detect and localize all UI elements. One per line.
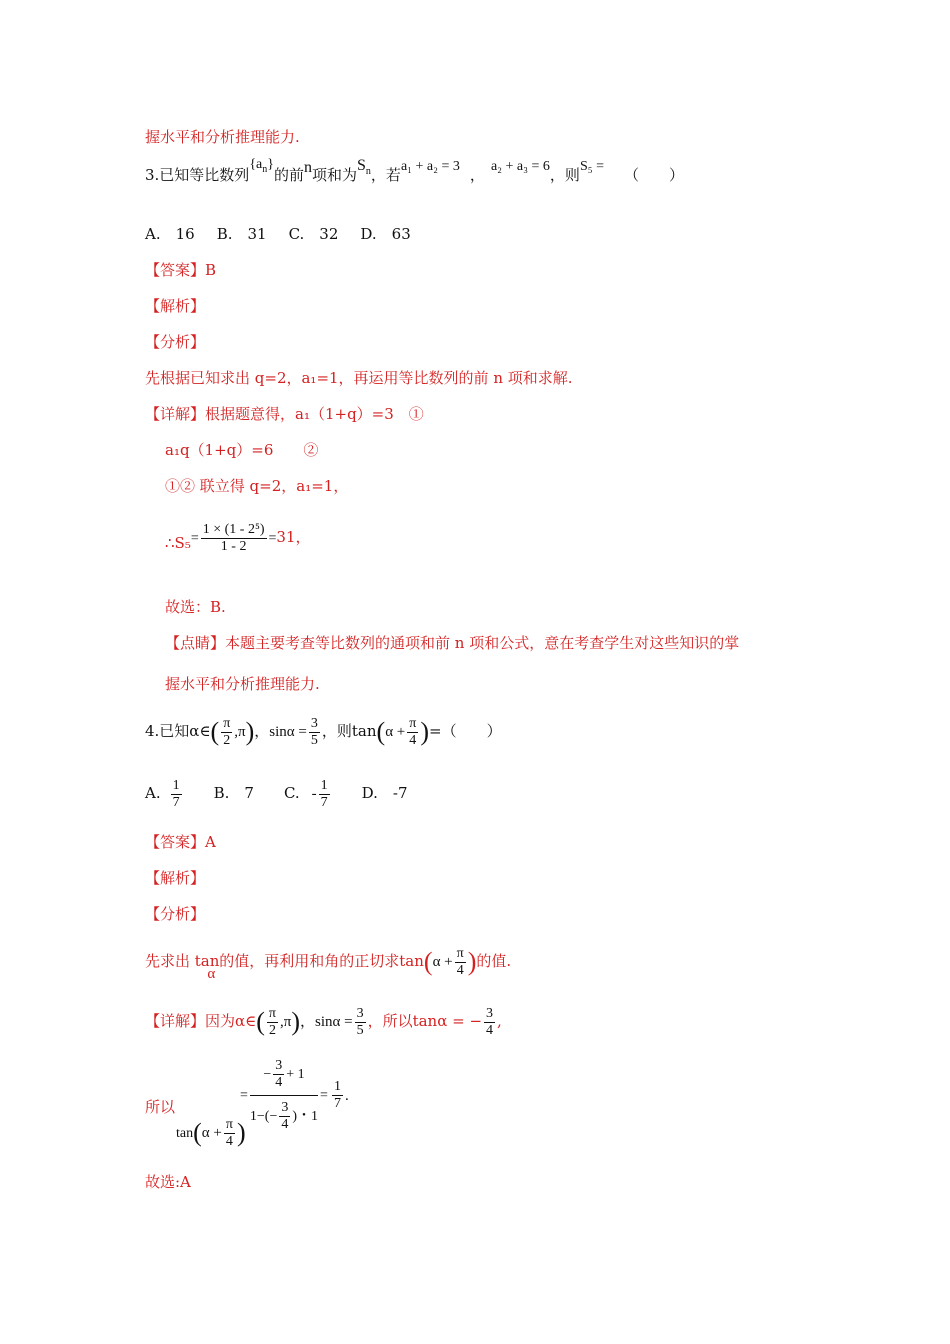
q4-option-c-frac: $\frac{1}{7}$ [320, 777, 328, 810]
q3-prefix: 3.已知等比数列 [145, 166, 250, 184]
q3-n: n [304, 159, 312, 176]
q3-sn: $S_n$ [357, 157, 371, 177]
q4-jiexi: 【解析】 [145, 869, 206, 887]
q3-jiexi: 【解析】 [145, 297, 206, 315]
q3-option-c: C. 32 [288, 225, 339, 243]
q3-mid4: ，则 [549, 166, 580, 184]
q4-result-frac: $\frac{1}{7}$ [333, 1079, 341, 1111]
q4-option-b: B. 7 [213, 784, 254, 802]
q4-sin-label: ，sinα = [254, 724, 307, 740]
q4-choose: 故选:A [145, 1173, 191, 1191]
q4-then: ，则tan [321, 722, 377, 740]
q4-tan-inner: α + [385, 724, 406, 740]
q3-mid3: ，若 [370, 166, 401, 184]
q4-tan-frac: $\frac{\pi}{4}$ [409, 715, 417, 748]
q4-analysis-alpha: α [207, 966, 216, 982]
q3-blank: （ ） [624, 166, 685, 184]
q3-mid2: 项和为 [312, 166, 358, 184]
q4-big-fraction: = − $\frac{3}{4}$ + 1 1−(− $\frac{3}{4}$ )・1 = $\frac{1}{7}$ . [240, 1058, 349, 1132]
q3-option-d: D. 63 [360, 225, 411, 243]
q4-detail-sin: ，sinα = [300, 1014, 353, 1030]
q3-seq: $\{a_n\}$ [249, 157, 274, 175]
q4-question: 4.已知α∈( $\frac{\pi}{2}$ ,π)，sinα = $\frac{3}{5}$ ，则tan(α + $\frac{\pi}{4}$ )=（ ） [145, 715, 502, 748]
q4-option-c-sign: - [311, 786, 317, 802]
q4-analysis: 先求出 tanα的值，再利用和角的正切求tan(α + $\frac{\pi}{4}$ )的值. [145, 945, 512, 982]
q4-options [145, 770, 408, 816]
q4-tail: =（ ） [429, 722, 502, 740]
q3-analysis: 先根据已知求出 q=2，a₁=1，再运用等比数列的前 n 项和求解. [145, 369, 573, 387]
q3-option-b: B. 31 [216, 225, 267, 243]
q3-detail-2: a₁q（1+q）=6 ② [165, 441, 319, 459]
q4-big-num-tail: + 1 [286, 1066, 305, 1082]
q3-choose: 故选：B. [165, 598, 226, 616]
q4-interval-frac: $\frac{\pi}{2}$ [223, 715, 231, 748]
q3-sum-fraction: $\frac{\text{1 × (1 - 2⁵)}}{1 - 2}$ [202, 521, 265, 554]
q4-option-a: A. [145, 784, 161, 802]
q3-eq1: a₁ + a₂ = 3 [400, 159, 460, 174]
q3-eq2: a₂ + a₃ = 6 [490, 159, 550, 174]
q3-detail-label: 【详解】 [145, 405, 206, 423]
q4-big-den: 1−(− [249, 1108, 278, 1124]
q3-mid1: 的前 [273, 166, 304, 184]
q4-option-a-frac: $\frac{1}{7}$ [172, 777, 180, 810]
q3-detail-1-text: 根据题意得，a₁（1+q）=3 ① [205, 405, 424, 423]
q3-question: 3.已知等比数列$\{a_n\}$的前n项和为$S_n$，若a₁ + a₂ = 3 ， a₂ + a₃ = 6，则S₅ = （ ） [145, 157, 685, 184]
q4-analysis-1: 先求出 tan [145, 952, 220, 970]
q3-options [145, 224, 411, 244]
q3-comment-2: 握水平和分析推理能力. [165, 675, 320, 693]
q3-sum-formula: ∴S₅= $\frac{\text{1 × (1 - 2⁵)}}{1 - 2}$ =31， [165, 521, 311, 554]
q4-detail-so: ，所以tanα = − [367, 1012, 483, 1030]
q3-detail-3: ①② 联立得 q=2，a₁=1， [165, 477, 349, 495]
q4-analysis-3: 的值. [476, 952, 512, 970]
q4-answer: 【答案】A [145, 833, 216, 851]
q4-prefix: 4.已知α∈ [145, 722, 211, 740]
q3-detail-1 [145, 404, 424, 424]
q4-analysis-2: 的值，再利用和角的正切求tan [219, 952, 424, 970]
q4-interval-tail: ,π [234, 724, 246, 740]
q3-therefore: ∴S₅ [165, 534, 191, 552]
q4-option-d: D. -7 [361, 784, 408, 802]
q3-s5: S₅ = [579, 159, 604, 174]
q4-suoyi: 所以 [145, 1098, 176, 1116]
q3-option-a: A. 16 [145, 225, 195, 243]
q3-fenxi: 【分析】 [145, 333, 206, 351]
q4-big-lhs: tan(α + $\frac{\pi}{4}$ ) [176, 1116, 246, 1149]
q4-detail-tan-frac: $\frac{3}{4}$ [486, 1005, 494, 1038]
q4-fenxi: 【分析】 [145, 905, 206, 923]
q3-result: 31， [276, 528, 311, 546]
q4-detail-label: 【详解】 [145, 1012, 206, 1030]
q4-big-den-tail: )・1 [292, 1108, 319, 1124]
q4-detail-1-text: 因为α∈ [205, 1012, 257, 1030]
q3-answer: 【答案】B [145, 261, 217, 279]
q3-comment-1: 【点睛】本题主要考查等比数列的通项和前 n 项和公式，意在考查学生对这些知识的掌 [165, 634, 740, 652]
q4-option-c: C. [283, 784, 300, 802]
q4-detail-1: 【详解】因为α∈( $\frac{\pi}{2}$ ,π)，sinα = $\frac{3}{5}$ ，所以tanα = − $\frac{3}{4}$ , [145, 1005, 502, 1038]
carryover-line: 握水平和分析推理能力. [145, 128, 300, 146]
q4-sin-frac: $\frac{3}{5}$ [310, 715, 318, 748]
